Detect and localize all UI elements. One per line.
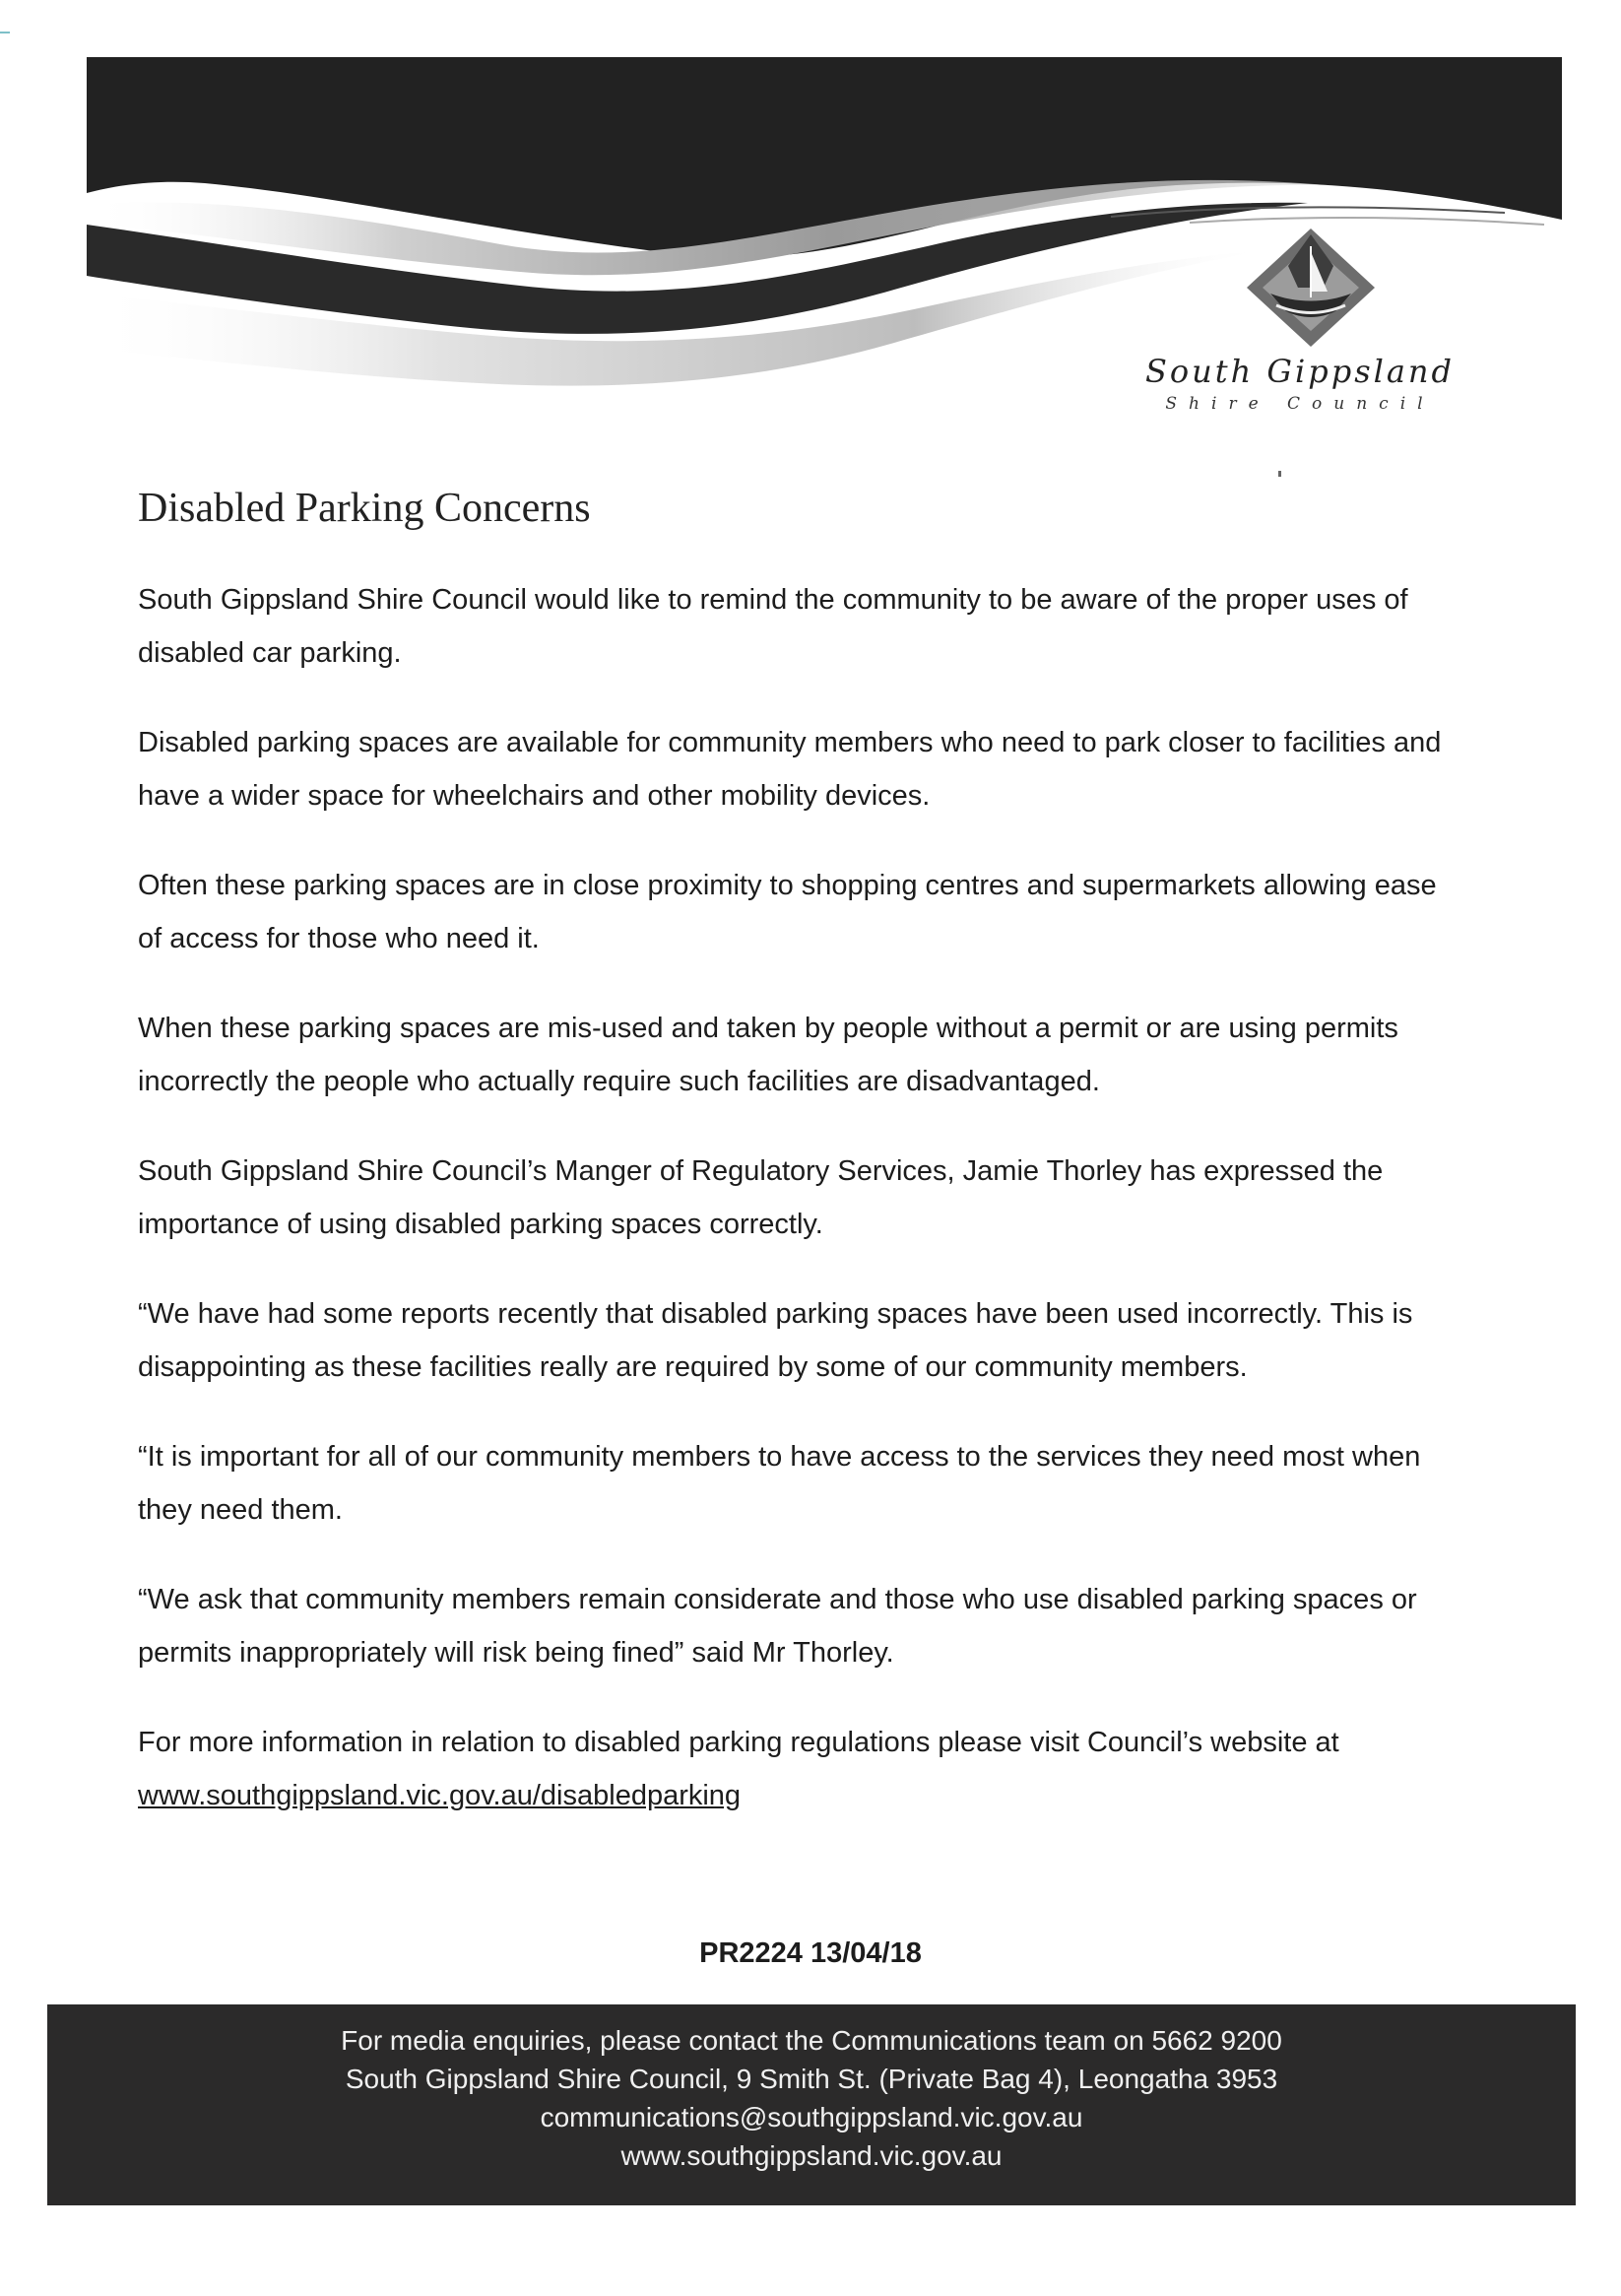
scan-speck [1278, 471, 1281, 477]
page-title: Disabled Parking Concerns [138, 486, 591, 531]
more-info-text: For more information in relation to disabled parking regulations please visit Council’s website at [138, 1727, 1339, 1758]
more-info-paragraph [138, 1716, 1458, 1822]
footer-media-enquiries: For media enquiries, please contact the Communications team on 5662 9200 [341, 2025, 1282, 2056]
body-paragraph: “It is important for all of our community members to have access to the services they need most when they need them. [138, 1441, 1421, 1526]
footer-email: communications@southgippsland.vic.gov.au [540, 2102, 1083, 2132]
body-paragraph: When these parking spaces are mis-used and taken by people without a permit or are using permits incorrectly the people who actually require such facilities are disadvantaged. [138, 1013, 1398, 1097]
disabled-parking-link[interactable]: www.southgippsland.vic.gov.au/disabledparking [138, 1780, 742, 1811]
scan-edge-mark [0, 32, 10, 33]
media-contact-footer [47, 2004, 1576, 2205]
council-logo [1142, 227, 1458, 433]
body-paragraph: “We have had some reports recently that disabled parking spaces have been used incorrectly. This is disappointing as these facilities really are required by some of our community members. [138, 1298, 1413, 1383]
footer-website: www.southgippsland.vic.gov.au [620, 2140, 1003, 2171]
body-paragraph: “We ask that community members remain considerate and those who use disabled parking spaces or permits inappropriately will risk being fined” said Mr Thorley. [138, 1584, 1417, 1669]
council-logo-name: South Gippsland [1144, 353, 1456, 390]
body-paragraph: Often these parking spaces are in close proximity to shopping centres and supermarkets allowing ease of access for those who need it. [138, 870, 1437, 954]
release-reference: PR2224 13/04/18 [699, 1937, 922, 1969]
body-paragraph: South Gippsland Shire Council’s Manger of Regulatory Services, Jamie Thorley has expressed the importance of using disabled parking spaces correctly. [138, 1155, 1384, 1240]
press-release-body [138, 573, 1458, 1859]
footer-address: South Gippsland Shire Council, 9 Smith St. (Private Bag 4), Leongatha 3953 [345, 2064, 1278, 2094]
council-emblem-icon [1237, 227, 1385, 355]
body-paragraph: South Gippsland Shire Council would like to remind the community to be aware of the proper uses of disabled car parking. [138, 584, 1408, 669]
council-logo-subtitle: Shire Council [1165, 394, 1435, 414]
body-paragraph: Disabled parking spaces are available for community members who need to park closer to facilities and have a wider space for wheelchairs and other mobility devices. [138, 727, 1442, 812]
